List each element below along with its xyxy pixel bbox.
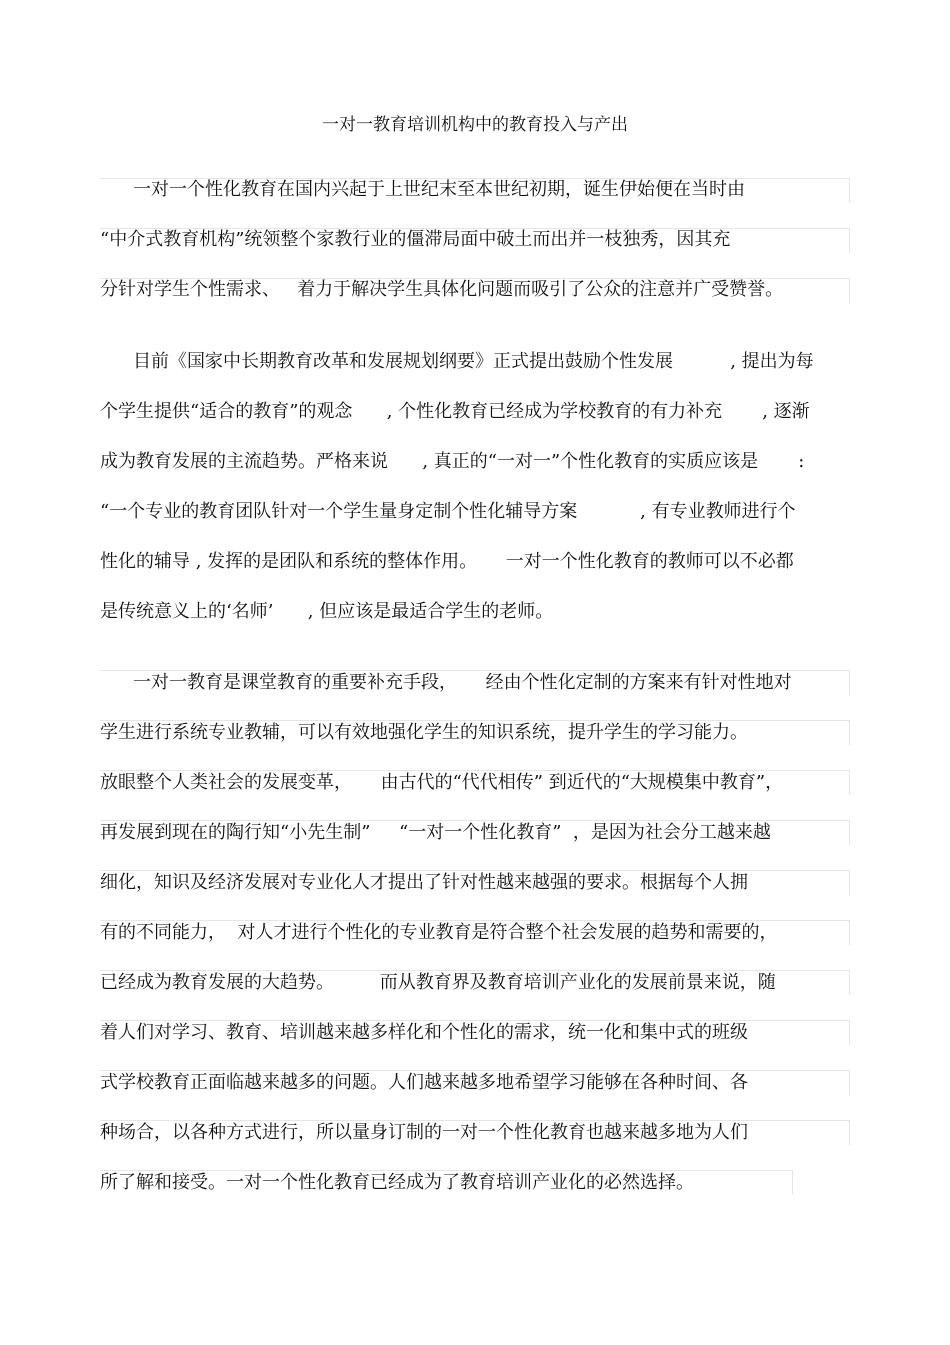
paragraph-3-line-8: 着人们对学习、教育、培训越来越多样化和个性化的需求，统一化和集中式的班级 (100, 1022, 748, 1043)
paragraph-2-line-3: 成为教育发展的主流趋势。严格来说 , 真正的“一对一”个性化教育的实质应该是 : (100, 451, 805, 472)
paragraph-3-line-1: 一对一教育是课堂教育的重要补充手段， 经由个性化定制的方案来有针对性地对 (133, 672, 792, 693)
paragraph-3-line-10: 种场合，以各种方式进行，所以量身订制的一对一个性化教育也越来越多地为人们 (100, 1122, 748, 1143)
paragraph-2-line-1: 目前《国家中长期教育改革和发展规划纲要》正式提出鼓励个性发展 , 提出为每 (133, 351, 814, 372)
paragraph-1-line-2: “中介式教育机构”统领整个家教行业的僵滞局面中破土而出并一枝独秀，因其充 (100, 229, 731, 250)
document-title: 一对一教育培训机构中的教育投入与产出 (322, 115, 628, 135)
paragraph-2-line-5: 性化的辅导 , 发挥的是团队和系统的整体作用。 一对一个性化教育的教师可以不必都 (100, 551, 794, 572)
paragraph-1-line-3: 分针对学生个性需求、 着力于解决学生具体化问题而吸引了公众的注意并广受赞誉。 (100, 279, 784, 300)
paragraph-3-line-7: 已经成为教育发展的大趋势。 而从教育界及教育培训产业化的发展前景来说，随 (100, 972, 776, 993)
paragraph-3-line-4: 再发展到现在的陶行知“小先生制” “一对一个性化教育” ，是因为社会分工越来越 (100, 822, 771, 843)
paragraph-3-line-11: 所了解和接受。一对一个性化教育已经成为了教育培训产业化的必然选择。 (100, 1172, 694, 1193)
paragraph-3-line-2: 学生进行系统专业教辅，可以有效地强化学生的知识系统，提升学生的学习能力。 (100, 722, 748, 743)
paragraph-3-line-3: 放眼整个人类社会的发展变革， 由古代的“代代相传” 到近代的“大规模集中教育”， (100, 772, 784, 793)
paragraph-3-line-6: 有的不同能力， 对人才进行个性化的专业教育是符合整个社会发展的趋势和需要的， (100, 922, 778, 943)
paragraph-3-line-5: 细化，知识及经济发展对专业化人才提出了针对性越来越强的要求。根据每个人拥 (100, 872, 748, 893)
paragraph-2-line-2: 个学生提供“适合的教育”的观念 , 个性化教育已经成为学校教育的有力补充 , 逐渐 (100, 401, 810, 422)
paragraph-3-line-9: 式学校教育正面临越来越多的问题。人们越来越多地希望学习能够在各种时间、各 (100, 1072, 748, 1093)
paragraph-1-line-1: 一对一个性化教育在国内兴起于上世纪末至本世纪初期，诞生伊始便在当时由 (133, 179, 745, 200)
paragraph-2-line-4: “一个专业的教育团队针对一个学生量身定制个性化辅导方案 , 有专业教师进行个 (100, 501, 796, 522)
paragraph-2-line-6: 是传统意义上的‘名师’ , 但应该是最适合学生的老师。 (100, 601, 554, 622)
